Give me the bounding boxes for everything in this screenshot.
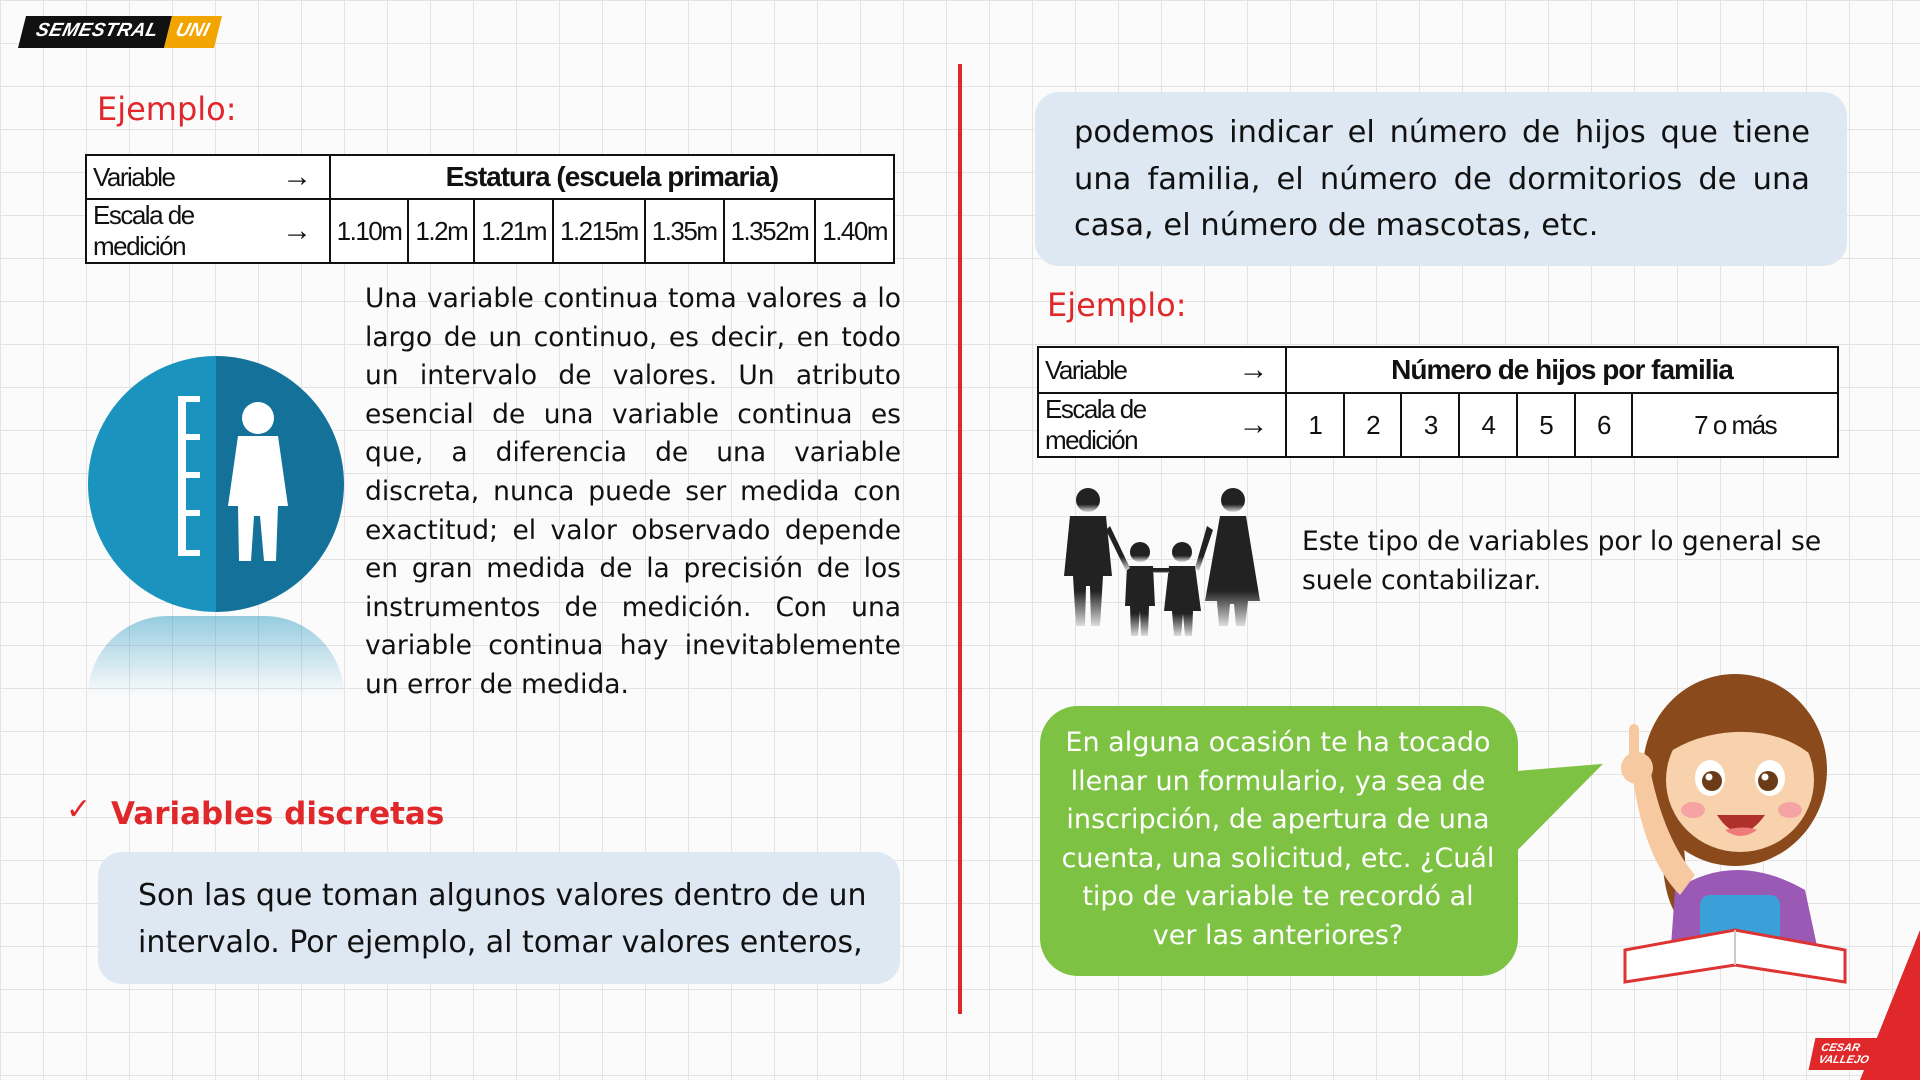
arrow-icon: → — [1211, 393, 1286, 457]
logo-line: CESAR — [1820, 1042, 1862, 1054]
scale-label: Escala de medición — [1038, 393, 1211, 457]
arrow-icon: → — [1211, 347, 1286, 393]
table-row — [86, 155, 894, 199]
scale-value: 1.10m — [330, 199, 409, 263]
logo-part-semestral: SEMESTRAL — [18, 16, 172, 48]
scale-label: Escala de medición — [86, 199, 255, 263]
logo-line: VALLEJO — [1817, 1054, 1870, 1066]
discrete-examples-box — [1035, 92, 1847, 266]
family-text: Este tipo de variables por lo general se suele contabilizar. — [1302, 526, 1822, 596]
variable-label: Variable — [1038, 347, 1211, 393]
scale-value: 1.215m — [553, 199, 645, 263]
scale-value: 1.21m — [474, 199, 553, 263]
table-row — [1038, 393, 1838, 457]
scale-value: 1.2m — [408, 199, 474, 263]
arrow-icon: → — [255, 199, 329, 263]
scale-value: 5 — [1517, 393, 1575, 457]
variable-name: Número de hijos por familia — [1286, 347, 1838, 393]
variable-name: Estatura (escuela primaria) — [330, 155, 894, 199]
scale-value: 6 — [1575, 393, 1633, 457]
family-icon — [1055, 486, 1275, 676]
semestral-uni-logo — [18, 16, 222, 48]
check-icon: ✓ — [66, 793, 92, 826]
discrete-definition-box — [98, 852, 900, 984]
table-row — [1038, 347, 1838, 393]
discrete-definition-text: Son las que toman algunos valores dentro de un intervalo. Por ejemplo, al tomar valores enteros, — [138, 878, 867, 960]
table-row — [86, 199, 894, 263]
icon-reflection — [88, 616, 344, 696]
scale-value: 4 — [1459, 393, 1517, 457]
variable-label: Variable — [86, 155, 255, 199]
scale-value: 1 — [1286, 393, 1344, 457]
logo-part-uni: UNI — [164, 16, 223, 48]
discrete-examples-text: podemos indicar el número de hijos que tiene una familia, el número de dormitorios de una casa, el número de mascotas, etc. — [1074, 115, 1810, 243]
continuous-variable-paragraph: Una variable continua toma valores a lo largo de un continuo, es decir, en todo un intervalo de valores. Un atributo esencial de una variable continua es que, a diferencia de una variable discreta, nunca puede ser medida con exactitud; el valor observado depende en gran medida de la precisión de los instrumentos de medición. Con una variable continua hay inevitablemente un error de medida. — [365, 283, 901, 700]
center-divider — [958, 64, 962, 1014]
scale-value: 1.352m — [724, 199, 816, 263]
scale-value: 1.35m — [645, 199, 724, 263]
girl-reading-illustration — [1585, 660, 1855, 990]
height-measure-icon — [88, 356, 344, 612]
discrete-variables-title: Variables discretas — [111, 796, 445, 832]
right-example-heading: Ejemplo: — [1047, 286, 1187, 324]
scale-value: 3 — [1401, 393, 1459, 457]
children-variable-table — [1037, 346, 1839, 458]
question-text: En alguna ocasión te ha tocado llenar un formulario, ya sea de inscripción, de apertura de una cuenta, una solicitud, etc. ¿Cuál tipo de variable te recordó al ver las anteriores? — [1061, 727, 1495, 951]
cesar-vallejo-logo — [1809, 1038, 1882, 1070]
arrow-icon: → — [255, 155, 329, 199]
scale-value: 1.40m — [815, 199, 894, 263]
scale-value: 7 o más — [1632, 393, 1838, 457]
left-example-heading: Ejemplo: — [97, 90, 237, 128]
height-variable-table — [85, 154, 895, 264]
scale-value: 2 — [1344, 393, 1402, 457]
